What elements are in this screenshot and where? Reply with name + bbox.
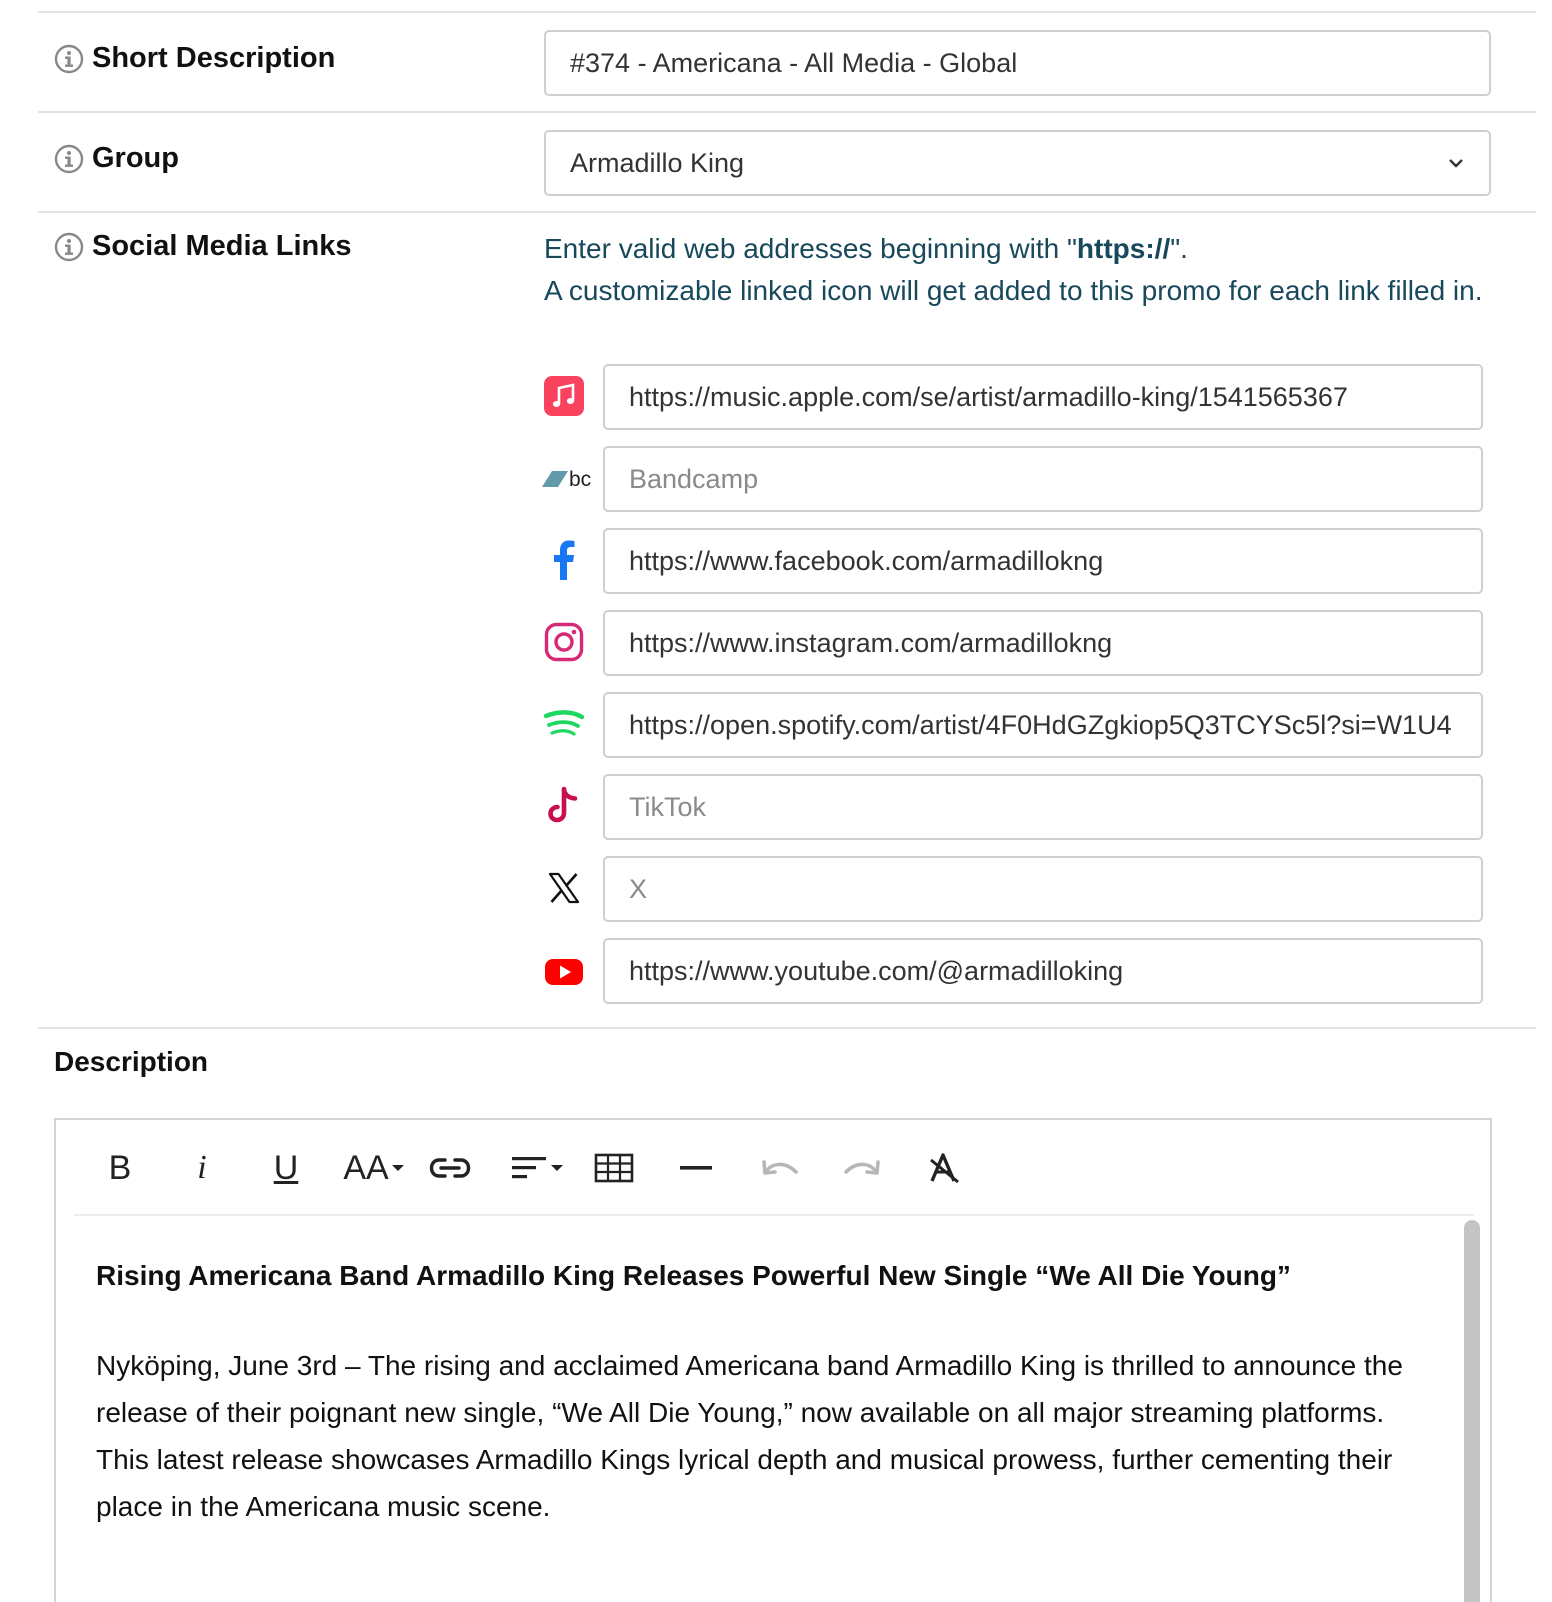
chevron-down-icon (1447, 157, 1465, 169)
bandcamp-icon (540, 456, 598, 500)
instagram-input[interactable] (603, 610, 1483, 676)
x-icon (542, 866, 586, 910)
undo-icon (760, 1156, 800, 1180)
x-input[interactable] (603, 856, 1483, 922)
horizontal-rule-icon (680, 1165, 712, 1171)
caret-down-icon (550, 1163, 564, 1173)
group-label-text: Group (92, 142, 179, 174)
youtube-input[interactable] (603, 938, 1483, 1004)
undo-button[interactable] (758, 1146, 802, 1190)
link-icon (429, 1156, 471, 1180)
editor-scrollbar[interactable] (1464, 1220, 1480, 1602)
help-line-1: Enter valid web addresses beginning with "https://". (544, 233, 1188, 264)
editor-scrollbar-thumb[interactable] (1464, 1220, 1480, 1602)
link-button[interactable] (428, 1146, 472, 1190)
clear-formatting-button[interactable] (924, 1146, 964, 1190)
youtube-icon (542, 950, 586, 994)
bandcamp-input[interactable] (603, 446, 1483, 512)
font-size-label: AA (343, 1148, 389, 1187)
align-button[interactable] (506, 1146, 568, 1190)
facebook-input[interactable] (603, 528, 1483, 594)
redo-button[interactable] (840, 1146, 884, 1190)
info-icon[interactable] (54, 232, 84, 262)
bold-button[interactable] (100, 1146, 140, 1190)
instagram-icon (542, 620, 586, 664)
description-editor[interactable] (54, 1118, 1492, 1602)
tiktok-icon (542, 784, 586, 828)
editor-toolbar (74, 1120, 1474, 1216)
info-icon[interactable] (54, 144, 84, 174)
horizontal-rule-button[interactable] (678, 1146, 714, 1190)
description-label: Description (54, 1046, 209, 1077)
editor-content[interactable] (96, 1256, 1416, 1530)
tiktok-input[interactable] (603, 774, 1483, 840)
apple-music-icon (542, 374, 586, 418)
align-left-icon (510, 1154, 550, 1182)
spotify-icon (542, 702, 586, 746)
facebook-icon (542, 538, 586, 582)
divider (38, 211, 1536, 213)
short-description-label-text: Short Description (92, 42, 336, 74)
info-icon[interactable] (54, 44, 84, 74)
divider (38, 111, 1536, 113)
svg-text:bc: bc (569, 468, 592, 491)
social-links-help (544, 228, 1504, 312)
italic-label: i (197, 1149, 207, 1186)
redo-icon (842, 1156, 882, 1180)
underline-label: U (273, 1148, 299, 1187)
bold-label: B (108, 1148, 132, 1187)
short-description-input[interactable] (544, 30, 1491, 96)
underline-button[interactable] (266, 1146, 306, 1190)
caret-down-icon (391, 1163, 405, 1173)
help-line-2: A customizable linked icon will get added to this promo for each link filled in. (544, 275, 1483, 306)
spotify-input[interactable] (603, 692, 1483, 758)
group-selected-value: Armadillo King (570, 147, 745, 178)
apple-music-input[interactable] (603, 364, 1483, 430)
table-button[interactable] (592, 1146, 636, 1190)
group-label (54, 142, 179, 175)
font-size-button[interactable] (342, 1146, 406, 1190)
social-links-label-text: Social Media Links (92, 230, 352, 262)
social-links-label (54, 230, 351, 263)
divider (38, 1027, 1536, 1029)
divider (38, 11, 1536, 13)
group-select[interactable] (544, 130, 1491, 196)
table-icon (594, 1153, 634, 1183)
clear-formatting-icon (927, 1152, 961, 1184)
short-description-label (54, 42, 335, 75)
press-release-headline: Rising Americana Band Armadillo King Releases Powerful New Single “We All Die Young” (96, 1260, 1291, 1291)
press-release-body: Nyköping, June 3rd – The rising and acclaimed Americana band Armadillo King is thrilled to announce the release of their poignant new single, “We All Die Young,” now available on all major streaming platforms. This latest release showcases Armadillo Kings lyrical depth and musical prowess, further cementing their place in the Americana music scene. (96, 1350, 1403, 1522)
italic-button[interactable] (184, 1146, 220, 1190)
